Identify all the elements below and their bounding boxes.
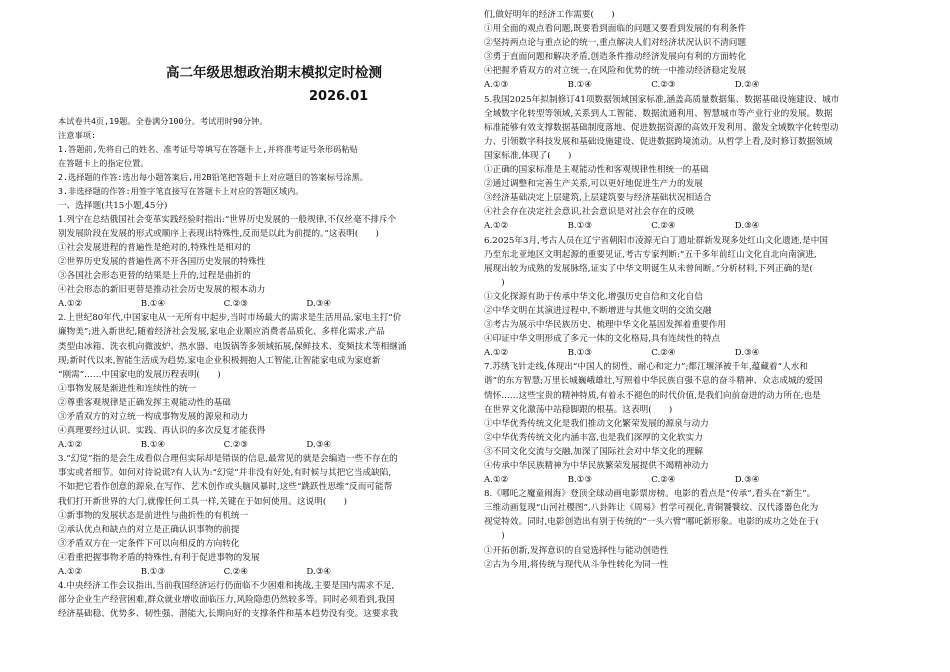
- option-line: ①社会发展进程的普遍性是绝对的,特殊性是相对的: [58, 242, 251, 253]
- choice-a: A.①②: [58, 299, 83, 310]
- question-stem: 情怀……这些宝贵的精神特质,有着永不褪色的时代价值,是我们向前奋进的动力所在,也是: [484, 390, 821, 401]
- question-stem: 廉物美”;进入新世纪,随着经济社会发展,家电企业顺应消费者品质化、多样化需求,产品: [58, 327, 385, 338]
- choice-a: A.①②: [58, 567, 83, 577]
- choice-c: C.②④: [651, 221, 676, 232]
- choice-b: B.①③: [567, 221, 593, 232]
- notes-line: 3.非选择题的作答:用签字笔直接写在答题卡上对应的答题区域内。: [58, 186, 304, 197]
- question-stem: 4.中央经济工作会议指出,当前我国经济运行仍面临不少困难和挑战,主要是国内需求不足,: [58, 581, 395, 592]
- answer-choices: [484, 219, 818, 233]
- question-stem: 3.“幻觉”指的是会生成看似合理但实际却是错误的信息,最常见的就是会编造一些不存在的: [58, 454, 398, 465]
- option-line: ①用全面的观点看问题,既要看到面临的问题又要看到发展的有利条件: [484, 24, 747, 35]
- question-stem: 标准能够有效支撑数据基础制度落地、促进数据资源的高效开发利用、激发全域数字化转型动: [484, 122, 839, 133]
- option-line: ③经济基础决定上层建筑,上层建筑要与经济基础状况相适合: [484, 193, 712, 204]
- answer-choices: [58, 565, 389, 579]
- option-line: ④把握矛盾双方的对立统一,在风险和优势的统一中推动经济稳定发展: [484, 66, 747, 77]
- option-line: ②承认优点和缺点的对立是正确认识事物的前提: [58, 524, 240, 535]
- option-line: ②古为今用,将传统与现代从斗争性转化为同一性: [484, 559, 669, 570]
- section-heading: 一、选择题(共15小题,45分): [58, 200, 168, 211]
- option-line: ④印证中华文明形成了多元一体的文化格局,具有连续性的特点: [484, 334, 721, 345]
- question-stem: 展现出较为成熟的发展脉络,证实了中华文明诞生从未曾间断。”分析材料,下列正确的是(: [484, 263, 813, 274]
- option-line: ①事物发展是渐进性和连续性的统一: [58, 383, 197, 394]
- notes-line: 在答题卡上的指定位置。: [58, 158, 149, 169]
- choice-c: C.②③: [223, 299, 249, 310]
- option-line: ③不同文化交流与交融,加深了国际社会对中华文化的理解: [484, 446, 703, 457]
- option-line: ①开拓创新,发挥意识的自觉选择性与能动创造性: [484, 545, 669, 556]
- question-stem: 经济基础稳、优势多、韧性强、潜能大,长期向好的支撑条件和基本趋势没有变。这要求我: [58, 609, 398, 620]
- choice-d: D.③④: [306, 567, 332, 577]
- choice-c: C.②④: [223, 567, 249, 577]
- exam-date: 2026.01: [309, 89, 369, 104]
- option-line: ②尊重客观规律是正确发挥主观能动性的基础: [58, 397, 231, 408]
- answer-choices: [58, 297, 389, 311]
- choice-c: C.②④: [651, 475, 676, 486]
- choice-a: A.①②: [484, 348, 509, 359]
- notes-line: 2.选择题的作答:选出每小题答案后,用2B铅笔把答题卡上对应题目的答案标号涂黑。: [58, 172, 368, 183]
- question-stem: 1.列宁在总结俄国社会变革实践经验时指出:“世界历史发展的一般规律,不仅丝毫不排斥个: [58, 214, 397, 225]
- option-line: ④社会形态的新旧更替是推动社会历史发展的根本动力: [58, 285, 266, 296]
- choice-a: A.①②: [484, 475, 509, 486]
- option-line: ③考古为展示中华民族历史、梳理中华文化基因发挥着重要作用: [484, 320, 727, 331]
- right-body: [484, 8, 902, 572]
- option-line: ③矛盾双方的对立统一构成事物发展的源泉和动力: [58, 411, 249, 422]
- notes-line: 1.答题前,先将自己的姓名、准考证号等填写在答题卡上,并将准考证号条形码粘贴: [58, 144, 358, 155]
- choice-d: D.③④: [734, 221, 760, 232]
- option-line: ①文化探源有助于传承中华文化,增强历史自信和文化自信: [484, 291, 703, 302]
- choice-d: D.③④: [734, 475, 760, 486]
- question-stem: 们,做好明年的经济工作需要( ): [484, 10, 615, 20]
- question-stem: 5.我国2025年拟制修订41项数据领域国家标准,涵盖高质量数据集、数据基础设施建设、城市: [484, 94, 840, 105]
- choice-b: B.①③: [567, 475, 593, 486]
- choice-d: D.③④: [306, 440, 332, 451]
- question-stem: 别发展阶段在发展的形式或顺序上表现出特殊性,反而是以此为前提的。”这表明( ): [58, 228, 379, 239]
- question-stem: 力、引领数字科技发展和基础设施建设、促进数据跨境流动。从哲学上看,及时修订数据领域: [484, 136, 833, 147]
- option-line: ①新事物的发展状态是前进性与曲折性的有机统一: [58, 510, 249, 521]
- option-line: ④社会存在决定社会意识,社会意识是对社会存在的反映: [484, 207, 695, 218]
- choice-a: A.①③: [484, 80, 509, 91]
- option-line: ④看重把握事物矛盾的特殊性,有利于促进事物的发展: [58, 552, 260, 563]
- choice-d: D.②④: [734, 80, 760, 91]
- question-stem: 不如把它看作创意的源泉,在写作、艺术创作或头脑风暴时,这些“跳跃性思维”反而可能帮: [58, 482, 393, 493]
- answer-choices: [484, 78, 818, 92]
- question-stem: 视觉特效。同时,电影创造出有别于传统的“一头六臂”哪吒新形象。电影的成功之处在于(: [484, 517, 819, 528]
- choice-d: D.③④: [734, 348, 760, 359]
- option-line: ③矛盾双方在一定条件下可以向相反的方向转化: [58, 538, 240, 549]
- question-stem: 乃至东北亚地区文明起源的重要见证,考古专家判断:“五千多年前红山文化自北向南演进,: [484, 249, 817, 260]
- option-line: ③勇于直面问题和解决矛盾,创造条件推动经济发展向有利的方面转化: [484, 52, 747, 63]
- question-stem: 6.2025年3月,考古人员在辽宁省朝阳市凌源无白丁遗址群新发现多处红山文化遗迹,是中国: [484, 235, 828, 246]
- question-stem: ): [484, 531, 505, 542]
- left-column: [58, 0, 472, 672]
- choice-b: B.①③: [140, 567, 166, 577]
- question-stem: 全域数字化转型等领域,关系到人工智能、数据流通利用、智慧城市等产业行业的发展。数据: [484, 108, 833, 119]
- question-stem: “刚需”……中国家电的发展历程表明( ): [58, 369, 221, 380]
- option-line: ④真理要经过认识、实践、再认识的多次反复才能获得: [58, 426, 266, 437]
- option-line: ②坚持两点论与重点论的统一,重点解决人们对经济状况认识不清问题: [484, 38, 747, 49]
- option-line: ②世界历史发展的普遍性离不开各国历史发展的特殊性: [58, 256, 266, 267]
- option-line: ②中华文明在其演进过程中,不断增进与其他文明的交流交融: [484, 305, 712, 316]
- question-stem: 三维动画复现“山河社稷图”,八卦阵让《周易》哲学可视化,青铜饕餮纹、汉代漆器色化为: [484, 503, 819, 514]
- option-line: ④传承中华民族精神为中华民族繁荣发展提供不竭精神动力: [484, 461, 709, 471]
- question-stem: 类型由冰箱、洗衣机向微波炉、热水器、电饭锅等多领域拓展,保鲜技术、变频技术等相继涌: [58, 341, 407, 352]
- choice-a: A.①②: [58, 440, 83, 451]
- right-column: [484, 0, 902, 672]
- question-stem: 在世界文化激荡中站稳脚跟的根基。这表明( ): [484, 404, 673, 415]
- option-line: ①中华优秀传统文化是我们推动文化繁荣发展的源泉与动力: [484, 418, 709, 429]
- page-title: 高二年级思想政治期末模拟定时检测: [166, 65, 382, 81]
- answer-choices: [58, 438, 389, 452]
- option-line: ①正确的国家标准是主观能动性和客观规律性相统一的基础: [484, 165, 709, 176]
- question-stem: 部分企业生产经营困难,群众就业增收面临压力,风险隐患仍然较多等。同时必须看到,我国: [58, 595, 395, 606]
- choice-b: B.①④: [140, 299, 166, 310]
- left-body: [58, 114, 472, 621]
- question-stem: 7.苏绣飞针走线,体现出“中国人的韧性、耐心和定力”;都江堰泽被千年,蕴藏着“人水和: [484, 362, 809, 373]
- choice-b: B.①③: [567, 348, 593, 359]
- choice-c: C.②③: [223, 440, 249, 451]
- answer-choices: [484, 346, 818, 360]
- choice-b: B.①④: [140, 440, 166, 451]
- choice-b: B.①④: [567, 80, 593, 91]
- question-stem: ): [484, 277, 505, 288]
- choice-c: C.②④: [651, 348, 676, 359]
- choice-a: A.①②: [484, 221, 509, 232]
- notes-line: 注意事项:: [58, 130, 96, 141]
- answer-choices: [484, 473, 818, 487]
- question-stem: 现;新时代以来,智能生活成为趋势,家电企业积极拥抱人工智能,让智能家电成为家庭新: [58, 355, 381, 366]
- option-line: ③各国社会形态更替的结果是上升的,过程是曲折的: [58, 271, 251, 282]
- question-stem: 国家标准,体现了( ): [484, 150, 572, 161]
- choice-c: C.②③: [651, 80, 676, 91]
- option-line: ②通过调整和完善生产关系,可以更好地促进生产力的发展: [484, 179, 703, 190]
- question-stem: 2.上世纪80年代,中国家电从一无所有中起步,当时市场最大的需求是生活用品,家电主打“价: [58, 313, 402, 324]
- question-stem: 8.《哪吒之魔童闹海》登顶全球动画电影票房榜。电影的看点是“传承”,看头在“新生”。: [484, 489, 816, 500]
- notes-line: 本试卷共4页,19题。全卷满分100分。考试用时90分钟。: [58, 116, 268, 126]
- choice-d: D.③④: [306, 299, 332, 310]
- option-line: ②中华优秀传统文化内涵丰富,也是我们深厚的文化软实力: [484, 432, 703, 443]
- question-stem: 事实或者细节。如何对待说谎?有人认为:“幻觉”并非没有好处,有时候与其把它当成缺陷,: [58, 468, 392, 479]
- question-stem: 谐”的东方智慧;万里长城巍峨雄壮,写照着中华民族自强不息的奋斗精神、众志成城的爱国: [484, 376, 823, 387]
- question-stem: 我们打开新世界的大门,就像任何工具一样,关键在于如何使用。这说明( ): [58, 496, 347, 507]
